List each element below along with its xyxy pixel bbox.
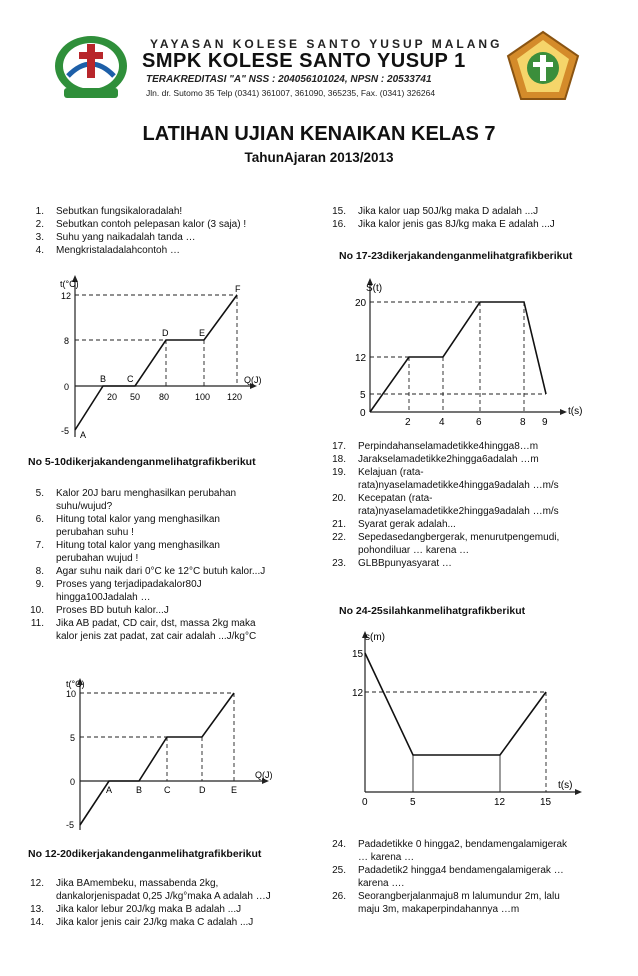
list-item: 10. Proses BD butuh kalor...J xyxy=(30,605,169,616)
list-item: 6. Hitung total kalor yang menghasilkan perubahan suhu ! xyxy=(35,514,220,538)
graph2-ytick: -5 xyxy=(66,820,75,830)
graph3-ytick: 20 xyxy=(355,298,367,309)
list-item: 26. Seorangberjalanmaju8 m lalumundur 2m, lalu maju 3m, makaperpindahannya …m xyxy=(332,891,560,915)
list-item: 18. Jarakselamadetikke2hingga6adalah …m xyxy=(332,454,539,465)
graph3-ytick: 0 xyxy=(360,408,366,419)
address-line: Jln. dr. Sutomo 35 Telp (0341) 361007, 361090, 365235, Fax. (0341) 326264 xyxy=(146,88,436,98)
graph3-ylabel: S(t) xyxy=(366,283,383,294)
graph1-point-label: A xyxy=(80,430,87,440)
graph3-xtick: 4 xyxy=(439,417,445,425)
graph2-ytick: 0 xyxy=(70,777,76,787)
section-heading-5-10: No 5-10dikerjakandenganmelihatgrafikberikut xyxy=(28,456,256,468)
graph1-xtick: 20 xyxy=(107,392,118,402)
question-list-1-4 xyxy=(28,205,308,257)
school-name: SMPK KOLESE SANTO YUSUP 1 xyxy=(142,50,466,72)
graph-distance-time-1 xyxy=(340,275,590,425)
accreditation-line: TERAKREDITASI "A" NSS : 204056101024, NPSN : 20533741 xyxy=(146,74,432,85)
list-item: 9. Proses yang terjadipadakalor80J hingga100Jadalah … xyxy=(35,579,202,603)
list-item: 23. GLBBpunyasyarat … xyxy=(332,558,452,569)
question-list-24-26 xyxy=(330,838,630,916)
list-item: 8. Agar suhu naik dari 0°C ke 12°C butuh kalor...J xyxy=(35,566,266,577)
graph3-ytick: 5 xyxy=(360,390,366,401)
foundation-name: YAYASAN KOLESE SANTO YUSUP MALANG xyxy=(150,37,503,51)
graph3-xlabel: t(s) xyxy=(568,406,583,417)
section-heading-17-23: No 17-23dikerjakandenganmelihatgrafikberikut xyxy=(339,250,573,262)
graph4-ytick: 15 xyxy=(352,649,364,660)
graph3-xtick: 2 xyxy=(405,417,411,425)
graph4-ytick: 12 xyxy=(352,688,364,699)
list-item: 7. Hitung total kalor yang menghasilkan perubahan wujud ! xyxy=(35,540,220,564)
page-title: LATIHAN UJIAN KENAIKAN KELAS 7 xyxy=(142,123,496,145)
list-item: 11. Jika AB padat, CD cair, dst, massa 2kg maka kalor jenis zat padat, zat cair adalah ...J/kg°C xyxy=(30,618,257,642)
graph2-ytick: 10 xyxy=(66,689,77,699)
list-item: 14. Jika kalor jenis cair 2J/kg maka C adalah ...J xyxy=(30,917,254,928)
graph2-ytick: 5 xyxy=(70,733,76,743)
graph-heating-curve-2 xyxy=(62,675,282,835)
list-item: 2. Sebutkan contoh pelepasan kalor (3 saja) ! xyxy=(35,219,247,230)
graph2-xlabel: Q(J) xyxy=(255,770,273,780)
graph4-xtick: 15 xyxy=(540,797,552,808)
school-logo-right xyxy=(505,30,581,102)
graph1-point-label: B xyxy=(100,374,107,384)
graph1-xlabel: Q(J) xyxy=(244,375,262,385)
graph3-ytick: 12 xyxy=(355,353,367,364)
list-item: 3. Suhu yang naikadalah tanda … xyxy=(35,232,196,243)
list-item: 12. Jika BAmembeku, massabenda 2kg, dankalorjenispadat 0,25 J/kg°maka A adalah …J xyxy=(30,878,271,902)
list-item: 16. Jika kalor jenis gas 8J/kg maka E adalah ...J xyxy=(332,219,555,230)
graph4-ylabel: s(m) xyxy=(365,632,385,643)
list-item: 21. Syarat gerak adalah... xyxy=(332,519,456,530)
list-item: 19. Kelajuan (rata- rata)nyaselamadetikke4hingga9adalah …m/s xyxy=(332,467,559,491)
graph1-xtick: 100 xyxy=(195,392,211,402)
graph1-xtick: 50 xyxy=(130,392,141,402)
graph2-xtick: D xyxy=(199,785,206,795)
graph1-point-label: F xyxy=(235,284,241,294)
list-item: 5. Kalor 20J baru menghasilkan perubahan suhu/wujud? xyxy=(35,488,237,512)
graph3-xtick: 9 xyxy=(542,417,548,425)
list-item: 20. Kecepatan (rata- rata)nyaselamadetikke2hingga9adalah …m/s xyxy=(332,493,559,517)
graph3-xtick: 6 xyxy=(476,417,482,425)
graph1-ytick: 12 xyxy=(61,291,72,301)
question-list-5-11 xyxy=(28,487,318,643)
question-list-15-16 xyxy=(330,205,620,231)
graph2-xtick: C xyxy=(164,785,171,795)
graph-distance-time-2 xyxy=(340,628,590,808)
graph1-point-label: E xyxy=(199,328,206,338)
graph4-xtick: 0 xyxy=(362,797,368,808)
list-item: 25. Padadetik2 hingga4 bendamengalamigerak … karena …. xyxy=(332,865,564,889)
list-item: 13. Jika kalor lebur 20J/kg maka B adalah ...J xyxy=(30,904,242,915)
graph1-xtick: 80 xyxy=(159,392,170,402)
list-item: 4. Mengkristaladalahcontoh … xyxy=(35,245,180,256)
section-heading-12-20: No 12-20dikerjakandenganmelihatgrafikberikut xyxy=(28,848,262,860)
graph2-xtick: A xyxy=(106,785,113,795)
graph1-point-label: D xyxy=(162,328,169,338)
page-subtitle: TahunAjaran 2013/2013 xyxy=(244,150,394,165)
section-heading-24-25: No 24-25silahkanmelihatgrafikberikut xyxy=(339,605,526,617)
list-item: 15. Jika kalor uap 50J/kg maka D adalah ...J xyxy=(332,206,539,217)
school-logo-left xyxy=(50,32,132,104)
graph2-xtick: B xyxy=(136,785,143,795)
graph2-xtick: E xyxy=(231,785,238,795)
graph1-ytick: 8 xyxy=(64,336,70,346)
graph1-point-label: C xyxy=(127,374,134,384)
list-item: 17. Perpindahanselamadetikke4hingga8…m xyxy=(332,441,539,452)
graph1-xtick: 120 xyxy=(227,392,243,402)
question-list-17-23 xyxy=(330,440,625,570)
graph4-xtick: 5 xyxy=(410,797,416,808)
graph2-ylabel: t(°C) xyxy=(66,679,85,689)
question-list-12-14 xyxy=(28,877,328,929)
graph1-ylabel: t(°C) xyxy=(60,279,79,289)
graph1-ytick: -5 xyxy=(61,426,70,436)
graph4-xlabel: t(s) xyxy=(558,780,573,791)
graph3-xtick: 8 xyxy=(520,417,526,425)
list-item: 1. Sebutkan fungsikaloradalah! xyxy=(35,206,183,217)
graph-heating-curve-1 xyxy=(55,272,270,442)
list-item: 24. Padadetikke 0 hingga2, bendamengalamigerak … karena … xyxy=(332,839,568,863)
graph4-xtick: 12 xyxy=(494,797,506,808)
graph1-ytick: 0 xyxy=(64,382,70,392)
list-item: 22. Sepedasedangbergerak, menurutpengemudi, pohondiluar … karena … xyxy=(332,532,560,556)
